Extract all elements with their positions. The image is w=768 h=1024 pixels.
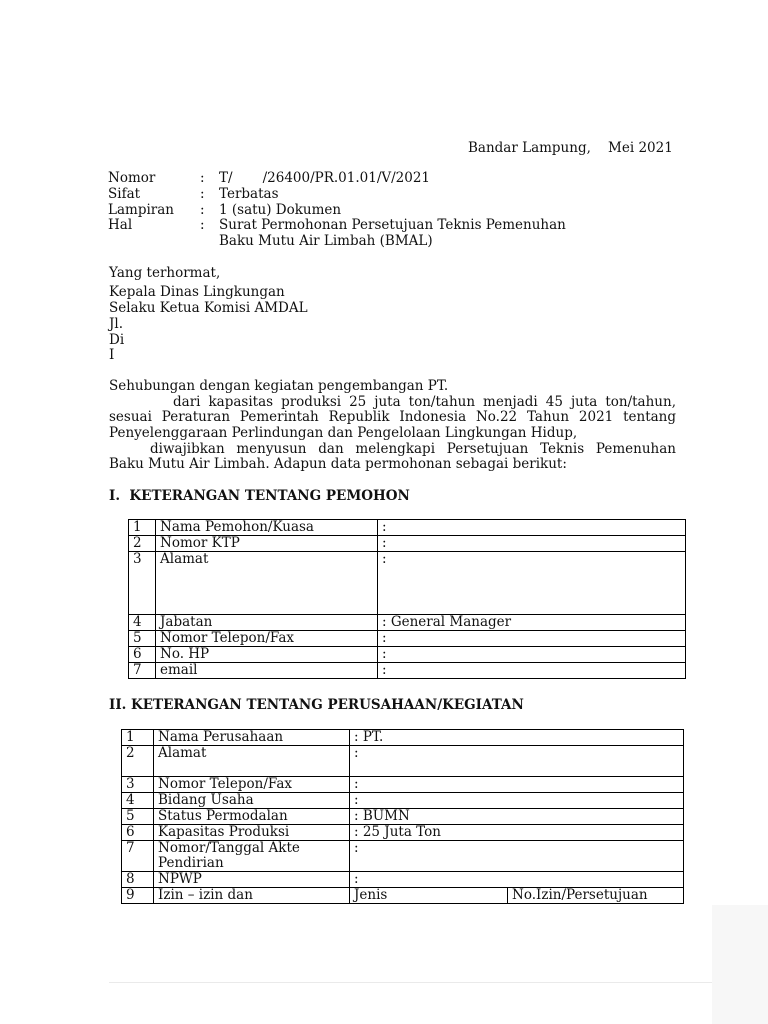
meta-value-nomor: T/ /26400/PR.01.01/V/2021: [219, 170, 431, 186]
meta-label-nomor: Nomor: [108, 170, 156, 186]
meta-sep: :: [200, 217, 205, 233]
row-value: : General Manager: [378, 615, 686, 631]
meta-value-sifat: Terbatas: [219, 186, 279, 202]
scan-divider: [109, 982, 712, 983]
body-line: Baku Mutu Air Limbah. Adapun data permohonan sebagai berikut:: [109, 456, 567, 472]
row-value: :: [378, 536, 686, 552]
table-row: [129, 615, 686, 631]
row-number: 8: [122, 872, 154, 888]
meta-value-hal: Surat Permohonan Persetujuan Teknis Pemenuhan: [219, 217, 566, 233]
row-label: Nomor/Tanggal Akte: [158, 840, 300, 856]
row-number: 5: [129, 631, 156, 647]
table-row: [129, 631, 686, 647]
row-value-extra: No.Izin/Persetujuan: [508, 888, 684, 904]
row-label: Kapasitas Produksi: [154, 825, 350, 841]
row-number: 4: [129, 615, 156, 631]
row-value: :: [350, 746, 684, 777]
row-value: :: [378, 631, 686, 647]
row-number: 3: [122, 777, 154, 793]
table-row: [129, 647, 686, 663]
row-label-line2: Pendirian: [158, 855, 224, 871]
row-value: Jenis: [350, 888, 508, 904]
meta-label-sifat: Sifat: [108, 186, 141, 202]
meta-sep: :: [200, 202, 205, 218]
body-line: Penyelenggaraan Perlindungan dan Pengelolaan Lingkungan Hidup,: [109, 425, 578, 441]
table-row: [129, 520, 686, 536]
row-number: 3: [129, 552, 156, 615]
row-label: Alamat: [154, 746, 350, 777]
row-label: Jabatan: [156, 615, 378, 631]
salutation: Yang terhormat,: [109, 265, 221, 281]
row-label: Nomor KTP: [156, 536, 378, 552]
row-value: :: [350, 793, 684, 809]
body-line: Sehubungan dengan kegiatan pengembangan PT.: [109, 378, 449, 394]
row-value: :: [378, 520, 686, 536]
table-row: [122, 793, 684, 809]
applicant-table: [128, 519, 686, 679]
recipient-line: Di: [109, 332, 125, 348]
body-line: dari kapasitas produksi 25 juta ton/tahun menjadi 45 juta ton/tahun,: [173, 394, 676, 410]
row-value: : 25 Juta Ton: [350, 825, 684, 841]
recipient-line: I: [109, 347, 115, 363]
table-row: [122, 777, 684, 793]
recipient-line: Selaku Ketua Komisi AMDAL: [109, 300, 308, 316]
table-row: [129, 536, 686, 552]
table-row: [122, 809, 684, 825]
row-label: Nomor Telepon/Fax: [156, 631, 378, 647]
table-row: [122, 746, 684, 777]
row-label: Nomor Telepon/Fax: [154, 777, 350, 793]
recipient-line: Jl.: [109, 316, 124, 332]
row-label: email: [156, 663, 378, 679]
row-number: 6: [129, 647, 156, 663]
company-table: [121, 729, 684, 904]
table-row: [129, 552, 686, 615]
meta-sep: :: [200, 186, 205, 202]
row-number: 2: [129, 536, 156, 552]
row-number: 4: [122, 793, 154, 809]
row-number: 2: [122, 746, 154, 777]
table-row: [122, 825, 684, 841]
row-number: 9: [122, 888, 154, 904]
row-label: Nama Pemohon/Kuasa: [156, 520, 378, 536]
section-title-perusahaan: II. KETERANGAN TENTANG PERUSAHAAN/KEGIATAN: [109, 697, 524, 713]
row-label-cell: [154, 841, 350, 872]
row-number: 5: [122, 809, 154, 825]
body-line: diwajibkan menyusun dan melengkapi Persetujuan Teknis Pemenuhan: [150, 441, 676, 457]
table-row: [122, 888, 684, 904]
row-value: :: [350, 841, 684, 872]
row-value: :: [378, 647, 686, 663]
recipient-line: Kepala Dinas Lingkungan: [109, 284, 285, 300]
table-row: [122, 730, 684, 746]
place-date: Bandar Lampung, Mei 2021: [468, 140, 673, 156]
row-number: 7: [129, 663, 156, 679]
row-label: Status Permodalan: [154, 809, 350, 825]
table-row: [122, 872, 684, 888]
row-value: :: [378, 552, 686, 615]
row-value: :: [350, 777, 684, 793]
row-label: NPWP: [154, 872, 350, 888]
scan-edge-shade: [712, 905, 768, 1024]
row-value: : PT.: [350, 730, 684, 746]
row-value: :: [350, 872, 684, 888]
row-number: 1: [129, 520, 156, 536]
row-label: Bidang Usaha: [154, 793, 350, 809]
meta-label-lampiran: Lampiran: [108, 202, 174, 218]
meta-value-lampiran: 1 (satu) Dokumen: [219, 202, 342, 218]
table-row: [122, 841, 684, 872]
table-row: [129, 663, 686, 679]
meta-value-hal-line2: Baku Mutu Air Limbah (BMAL): [219, 233, 433, 249]
body-line: sesuai Peraturan Pemerintah Republik Indonesia No.22 Tahun 2021 tentang: [109, 409, 676, 425]
row-label: Alamat: [156, 552, 378, 615]
row-number: 7: [122, 841, 154, 872]
row-label: Izin – izin dan: [154, 888, 350, 904]
meta-label-hal: Hal: [108, 217, 133, 233]
row-number: 1: [122, 730, 154, 746]
meta-sep: :: [200, 170, 205, 186]
row-value: :: [378, 663, 686, 679]
section-title-pemohon: I. KETERANGAN TENTANG PEMOHON: [109, 488, 410, 504]
row-number: 6: [122, 825, 154, 841]
row-value: : BUMN: [350, 809, 684, 825]
row-label: No. HP: [156, 647, 378, 663]
row-label: Nama Perusahaan: [154, 730, 350, 746]
